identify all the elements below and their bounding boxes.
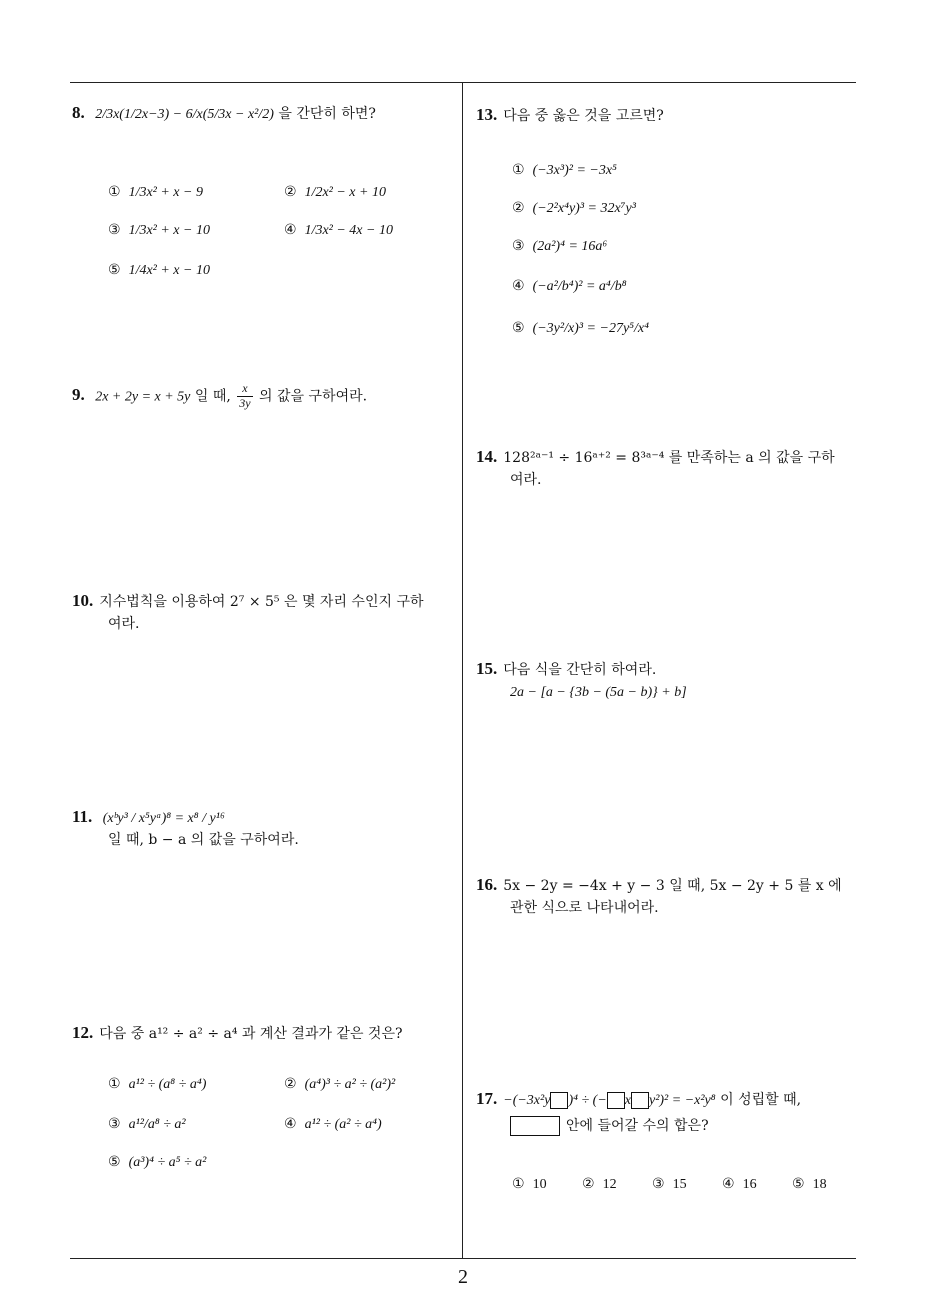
choice-5[interactable]	[512, 320, 649, 337]
choice-2[interactable]	[284, 1076, 395, 1093]
expression-part: −(−3x²y	[503, 1093, 551, 1108]
choice-3[interactable]	[108, 1116, 186, 1133]
question-text-continued	[476, 1116, 866, 1138]
choice-mark: ⑤	[792, 1176, 805, 1192]
question-16	[476, 872, 861, 920]
choice-2[interactable]	[512, 200, 636, 217]
choice-4[interactable]	[284, 1116, 382, 1133]
choice-value: 16	[742, 1177, 757, 1192]
question-15	[476, 656, 861, 704]
choice-4[interactable]	[284, 222, 393, 239]
choice-mark: ④	[512, 278, 525, 294]
choice-mark: ②	[284, 1076, 297, 1092]
choice-mark: ①	[512, 1176, 525, 1192]
question-text: 안에 들어갈 수의 합은?	[566, 1118, 709, 1135]
expression-part: )⁴ ÷ (−	[568, 1093, 607, 1108]
question-text: 5x − 2y = −4x + y − 3 일 때, 5x − 2y + 5 를 x 에	[503, 878, 842, 894]
choice-4[interactable]	[722, 1176, 757, 1193]
question-expression	[503, 1093, 715, 1108]
choice-1[interactable]	[108, 184, 203, 201]
choice-expression: 1/2x² − x + 10	[304, 185, 386, 200]
question-number: 17.	[476, 1089, 498, 1108]
page-number: 2	[458, 1266, 468, 1288]
fraction-denominator: 3y	[239, 395, 251, 410]
question-expression: (xᵇy³ / x⁵yᵃ)⁸ = x⁸ / y¹⁶	[102, 811, 225, 826]
question-9	[72, 382, 367, 411]
question-text: 일 때, b − a 의 값을 구하여라.	[108, 832, 299, 849]
choice-mark: ①	[512, 162, 525, 178]
question-number: 9.	[72, 385, 85, 405]
choice-expression: (−3x³)² = −3x⁵	[532, 163, 617, 178]
choice-expression: 1/4x² + x − 10	[128, 263, 210, 278]
question-text: 일 때,	[194, 388, 231, 405]
top-rule	[70, 82, 856, 83]
blank-box	[550, 1092, 568, 1109]
choice-expression: (−2²x⁴y)³ = 32x⁷y³	[532, 201, 636, 216]
blank-box	[631, 1092, 649, 1109]
question-text-continued: 여라.	[510, 472, 542, 489]
choice-mark: ③	[512, 238, 525, 254]
question-14	[476, 444, 861, 492]
choice-mark: ③	[108, 222, 121, 238]
choice-expression: a¹² ÷ (a⁸ ÷ a⁴)	[128, 1077, 207, 1092]
choice-5[interactable]	[792, 1176, 827, 1193]
choice-2[interactable]	[284, 184, 386, 201]
question-13	[476, 102, 664, 128]
question-number: 13.	[476, 105, 498, 124]
question-expression: 2/3x(1/2x−3) − 6/x(5/3x − x²/2)	[95, 107, 274, 122]
choice-mark: ①	[108, 184, 121, 200]
choice-mark: ⑤	[512, 320, 525, 336]
question-number: 10.	[72, 591, 94, 610]
choice-mark: ②	[582, 1176, 595, 1192]
choice-value: 12	[602, 1177, 617, 1192]
choice-mark: ②	[284, 184, 297, 200]
choice-mark: ②	[512, 200, 525, 216]
choice-expression: a¹²/a⁸ ÷ a²	[128, 1117, 186, 1132]
choice-mark: ④	[722, 1176, 735, 1192]
choice-1[interactable]	[108, 1076, 206, 1093]
question-text-continued: 여라.	[108, 616, 140, 633]
choice-expression: (2a²)⁴ = 16a⁶	[532, 239, 608, 254]
choice-mark: ⑤	[108, 262, 121, 278]
choice-value: 18	[812, 1177, 827, 1192]
choice-value: 10	[532, 1177, 547, 1192]
choice-expression: 1/3x² + x − 10	[128, 223, 210, 238]
choice-expression: (a⁴)³ ÷ a² ÷ (a²)²	[304, 1077, 396, 1092]
bottom-rule	[70, 1258, 856, 1259]
question-text-continued: 관한 식으로 나타내어라.	[510, 900, 659, 917]
choice-expression: (−a²/b⁴)² = a⁴/b⁸	[532, 279, 627, 294]
question-10	[72, 588, 457, 636]
question-expression: 2x + 2y = x + 5y	[95, 389, 191, 405]
choice-mark: ④	[284, 1116, 297, 1132]
question-text: 다음 중 a¹² ÷ a² ÷ a⁴ 과 계산 결과가 같은 것은?	[99, 1026, 403, 1042]
question-number: 16.	[476, 875, 498, 894]
question-number: 11.	[72, 807, 93, 826]
choice-1[interactable]	[512, 162, 617, 179]
choice-5[interactable]	[108, 262, 210, 279]
expression-part: x	[624, 1093, 631, 1108]
question-text: 을 간단히 하면?	[278, 106, 376, 122]
question-number: 14.	[476, 447, 498, 466]
question-12	[72, 1020, 402, 1046]
question-number: 12.	[72, 1023, 94, 1042]
question-expression: 2a − [a − {3b − (5a − b)} + b]	[510, 685, 687, 701]
question-text: 지수법칙을 이용하여 2⁷ × 5⁵ 은 몇 자리 수인지 구하	[99, 594, 424, 610]
choice-mark: ⑤	[108, 1154, 121, 1170]
choice-mark: ④	[284, 222, 297, 238]
choice-expression: 1/3x² − 4x − 10	[304, 223, 393, 238]
choice-expression: 1/3x² + x − 9	[128, 185, 203, 200]
choice-mark: ①	[108, 1076, 121, 1092]
choice-3[interactable]	[108, 222, 210, 239]
question-number: 15.	[476, 659, 498, 678]
choice-2[interactable]	[582, 1176, 617, 1193]
choice-4[interactable]	[512, 278, 627, 295]
question-text: 다음 식을 간단히 하여라.	[503, 662, 657, 678]
question-text: 다음 중 옳은 것을 고르면?	[503, 108, 664, 124]
choice-expression: a¹² ÷ (a² ÷ a⁴)	[304, 1117, 382, 1132]
choice-mark: ③	[108, 1116, 121, 1132]
question-text: 의 값을 구하여라.	[259, 388, 368, 405]
choice-3[interactable]	[512, 238, 607, 255]
expression-part: y²)² = −x²y⁸	[648, 1093, 716, 1108]
fraction	[237, 382, 252, 411]
choice-expression: (−3y²/x)³ = −27y⁵/x⁴	[532, 321, 649, 336]
choice-3[interactable]	[652, 1176, 687, 1193]
question-text: 128²ᵃ⁻¹ ÷ 16ᵃ⁺² = 8³ᵃ⁻⁴ 를 만족하는 a 의 값을 구하	[503, 450, 835, 466]
choice-expression: (a³)⁴ ÷ a⁵ ÷ a²	[128, 1155, 207, 1170]
fraction-numerator: x	[237, 382, 252, 397]
question-number: 8.	[72, 103, 85, 122]
question-11	[72, 804, 457, 852]
column-divider	[462, 83, 463, 1259]
choice-5[interactable]	[108, 1154, 206, 1171]
blank-box	[510, 1116, 560, 1136]
blank-box	[607, 1092, 625, 1109]
question-8	[72, 100, 376, 126]
choice-mark: ③	[652, 1176, 665, 1192]
question-17	[476, 1086, 866, 1138]
choice-value: 15	[672, 1177, 687, 1192]
choice-1[interactable]	[512, 1176, 547, 1193]
question-text: 이 성립할 때,	[720, 1092, 802, 1108]
